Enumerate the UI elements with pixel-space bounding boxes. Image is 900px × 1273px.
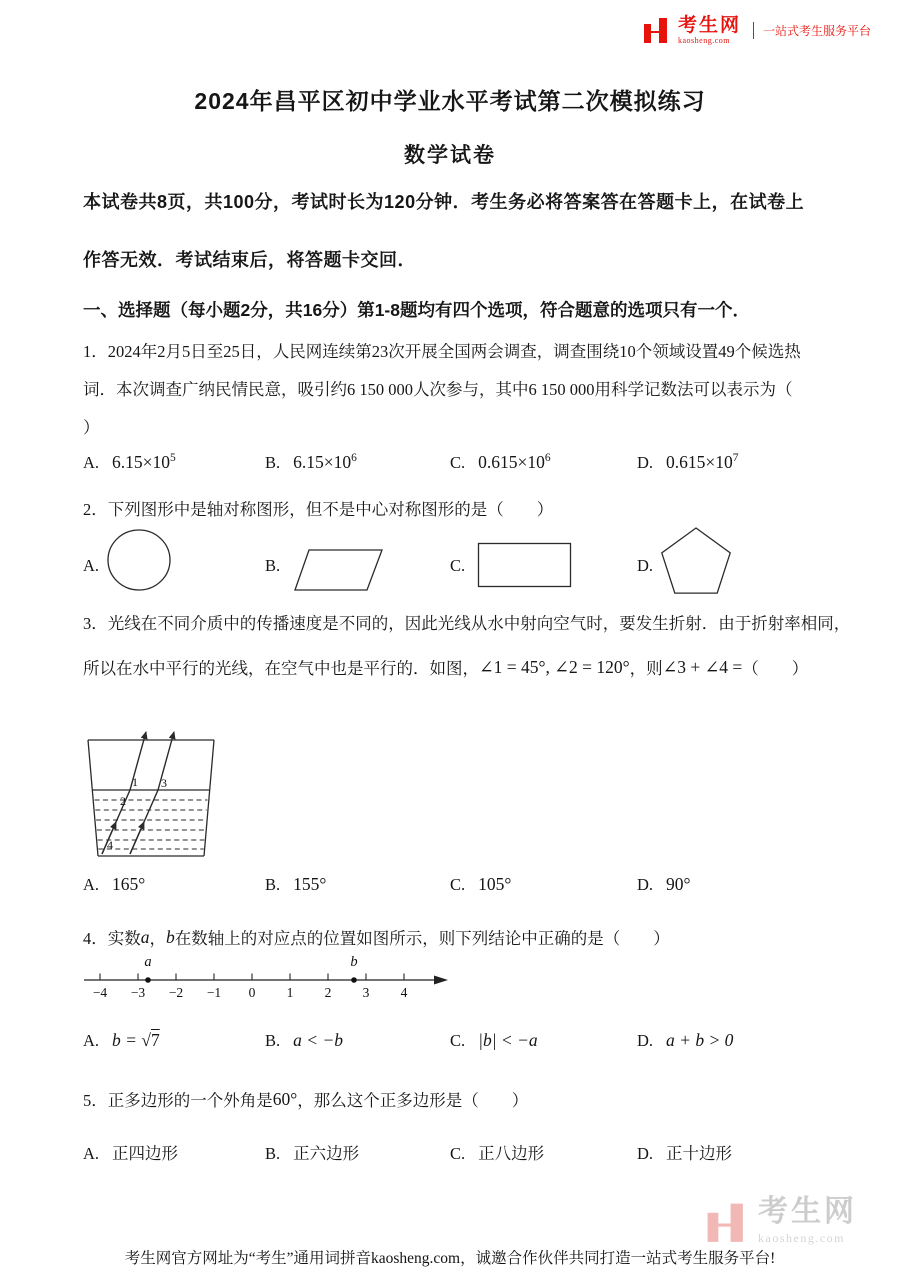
- option-label: D.: [637, 1144, 654, 1163]
- svg-text:2: 2: [324, 985, 332, 1000]
- option-label: D.: [637, 1031, 654, 1050]
- q3-option-d: [637, 874, 691, 895]
- option-label: B.: [265, 875, 281, 894]
- q4-text-post: 在数轴上的对应点的位置如图所示，则下列结论中正确的是（ ）: [174, 929, 670, 948]
- q1-text-line1: 1．2024年2月5日至25日，人民网连续第23次开展全国两会调查，调查围绕10个领域设置49个候选热: [83, 342, 801, 361]
- option-label: A.: [83, 1144, 100, 1163]
- option-value: 165°: [112, 874, 146, 894]
- option-value: $6.15\times 10^6$: [293, 452, 357, 472]
- brand-text-block: [678, 16, 741, 45]
- q1-option-b: [265, 452, 357, 473]
- q3-math-angles-given: ∠1 = 45°, ∠2 = 120°: [479, 657, 630, 677]
- svg-text:−2: −2: [168, 985, 184, 1000]
- option-label: D.: [637, 875, 654, 894]
- axis-arrowhead: [434, 976, 448, 985]
- exam-instructions-line2: 作答无效．考试结束后，将答题卡交回．: [83, 250, 416, 270]
- q4-var-a: a: [140, 927, 150, 947]
- option-value: $0.615\times 10^6$: [478, 452, 551, 472]
- q4-var-b: b: [166, 927, 175, 947]
- angle-label-2: 2: [120, 794, 126, 808]
- q1-text-line3: ）: [83, 418, 100, 437]
- light-ray-2: [130, 732, 174, 854]
- q3-text-line1: 3．光线在不同介质中的传播速度是不同的，因此光线从水中射向空气时，要发生折射．由于折射率相同，: [83, 614, 851, 633]
- q1-options-row: [0, 452, 900, 484]
- option-label: A.: [83, 453, 100, 472]
- q5-text: [83, 1088, 853, 1113]
- tank-right-wall: [204, 740, 214, 856]
- svg-text:1: 1: [286, 985, 294, 1000]
- q3-option-a: [83, 874, 145, 895]
- option-label: C.: [450, 453, 466, 472]
- point-a-dot: [145, 977, 151, 983]
- watermark-text-block: [758, 1197, 857, 1246]
- option-label: D.: [637, 453, 654, 472]
- q5-text-post: ，那么这个正多边形是（ ）: [297, 1091, 529, 1110]
- q3-option-b: [265, 874, 326, 895]
- q2-text: 2．下列图形中是轴对称图形，但不是中心对称图形的是（ ）: [83, 500, 554, 519]
- option-label: A.: [83, 1031, 100, 1050]
- svg-text:4: 4: [400, 985, 408, 1000]
- q5-options-row: [0, 1140, 900, 1172]
- q3-option-c: [450, 874, 511, 895]
- svg-text:0: 0: [248, 985, 256, 1000]
- q5-math-angle: 60°: [272, 1089, 298, 1109]
- svg-text:−3: −3: [130, 985, 146, 1000]
- q4-number-line: [82, 952, 454, 1004]
- option-value: a + b > 0: [666, 1030, 734, 1050]
- angle-label-4: 4: [107, 838, 113, 852]
- q3-math-angles-asked: ∠3 + ∠4 =: [662, 657, 743, 677]
- option-value: 正八边形: [478, 1144, 545, 1163]
- option-value: 正六边形: [293, 1144, 360, 1163]
- q3-options-row: [0, 874, 900, 906]
- brand-tagline: 一站式考生服务平台: [753, 22, 871, 39]
- option-value: 105°: [478, 874, 512, 894]
- q3-text-line2: [83, 656, 853, 681]
- header-brand: [641, 15, 871, 45]
- q3-line2-mid: ，则: [629, 659, 663, 678]
- q3-line2-pre: 所以在水中平行的光线，在空气中也是平行的．如图，: [83, 659, 479, 678]
- q5-option-a: [83, 1140, 178, 1164]
- q4-text-mid: ，: [149, 929, 166, 948]
- option-value: 正四边形: [112, 1144, 179, 1163]
- q4-option-d: [637, 1030, 733, 1051]
- q2-option-d-label: D.: [637, 556, 654, 575]
- option-label: B.: [265, 1144, 281, 1163]
- q2-shape-rectangle: [477, 542, 572, 588]
- light-ray-1: [102, 732, 146, 854]
- q2-shape-circle: [106, 528, 172, 592]
- tick-labels: [93, 985, 408, 1000]
- tank-left-wall: [88, 740, 98, 856]
- point-b-label: b: [350, 954, 358, 970]
- watermark-name: 考生网: [758, 1195, 857, 1228]
- q2-option-c-label: C.: [450, 556, 466, 575]
- q4-option-c: [450, 1030, 538, 1051]
- section-one-heading: 一、选择题（每小题2分，共16分）第1-8题均有四个选项，符合题意的选项只有一个．: [83, 300, 750, 320]
- kaosheng-logo-icon: [641, 15, 671, 45]
- q1-option-a: [83, 452, 176, 473]
- angle-label-1: 1: [132, 775, 138, 789]
- option-value: 155°: [293, 874, 327, 894]
- q5-option-d: [637, 1140, 732, 1164]
- q5-option-c: [450, 1140, 544, 1164]
- watermark-domain: kaosheng.com: [758, 1231, 845, 1245]
- q1-option-d: [637, 452, 739, 473]
- option-label: C.: [450, 1144, 466, 1163]
- q5-option-b: [265, 1140, 359, 1164]
- option-value: 正十边形: [666, 1144, 733, 1163]
- point-b-dot: [351, 977, 357, 983]
- q2-option-a-label: A.: [83, 556, 100, 575]
- option-label: B.: [265, 1031, 281, 1050]
- option-label: C.: [450, 1031, 466, 1050]
- q2-shape-parallelogram: [294, 548, 384, 592]
- q4-options-row: [0, 1030, 900, 1062]
- option-value: 90°: [666, 874, 691, 894]
- option-value: $0.615\times 10^7$: [666, 452, 739, 472]
- q1-text-line2: 词．本次调查广纳民情民意，吸引约6 150 000人次参与，其中6 150 000用科学记数法可以表示为（: [83, 380, 793, 399]
- brand-name: 考生网: [678, 14, 742, 36]
- q4-option-a: [83, 1030, 160, 1051]
- option-value: |b| < −a: [478, 1030, 538, 1050]
- angle-label-3: 3: [161, 776, 167, 790]
- watermark: [703, 1197, 857, 1246]
- svg-text:−1: −1: [206, 985, 222, 1000]
- q5-text-pre: 5．正多边形的一个外角是: [83, 1091, 273, 1110]
- option-label: C.: [450, 875, 466, 894]
- q4-text: [83, 926, 853, 951]
- exam-subtitle: 数学试卷: [404, 144, 496, 167]
- option-value: b = √7: [112, 1030, 160, 1050]
- option-value: a < −b: [293, 1030, 344, 1050]
- option-value: $6.15\times 10^5$: [112, 452, 176, 472]
- point-a-label: a: [144, 954, 152, 970]
- exam-title: 2024年昌平区初中学业水平考试第二次模拟练习: [194, 88, 706, 114]
- option-label: B.: [265, 453, 281, 472]
- footer-note: 考生网官方网址为“考生”通用词拼音kaosheng.com，诚邀合作伙伴共同打造一站式考生服务平台!: [124, 1250, 776, 1267]
- kaosheng-watermark-icon: [703, 1199, 749, 1245]
- q4-text-pre: 4．实数: [83, 929, 141, 948]
- brand-domain: kaosheng.com: [678, 35, 730, 45]
- exam-instructions-line1: 本试卷共8页，共100分，考试时长为120分钟．考生务必将答案答在答题卡上，在试卷上: [83, 192, 805, 212]
- option-label: A.: [83, 875, 100, 894]
- q1-option-c: [450, 452, 551, 473]
- q4-option-b: [265, 1030, 343, 1051]
- svg-text:−4: −4: [92, 985, 108, 1000]
- q3-refraction-diagram: [84, 724, 222, 866]
- q2-shape-pentagon: [659, 526, 734, 599]
- svg-text:3: 3: [362, 985, 370, 1000]
- q3-line2-post: （ ）: [742, 659, 809, 678]
- q2-option-b-label: B.: [265, 556, 281, 575]
